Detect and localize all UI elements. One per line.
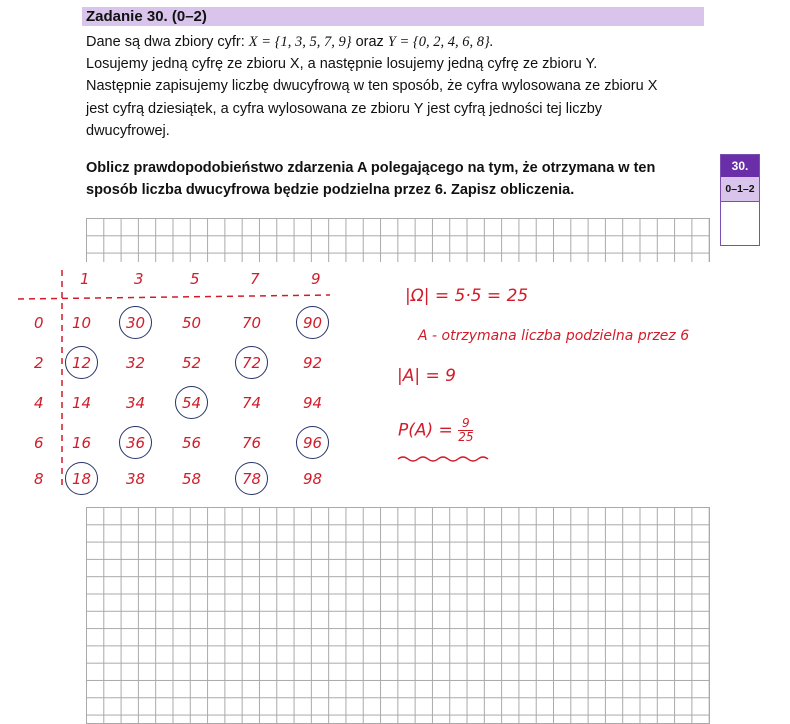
- table-cell: 50: [182, 314, 202, 332]
- table-cell: 52: [182, 354, 202, 372]
- event-count: |A| = 9: [397, 366, 456, 386]
- circled-number-ring: [235, 346, 268, 379]
- table-cell: 96: [303, 434, 323, 452]
- task-line-1-mid: oraz: [355, 34, 384, 50]
- table-cell: 38: [126, 470, 146, 488]
- table-cell: 18: [72, 470, 92, 488]
- task-line-3: Następnie zapisujemy liczbę dwucyfrową w ten sposób, że cyfra wylosowana ze zbioru X: [86, 78, 658, 95]
- table-lines: [0, 262, 790, 507]
- table-cell: 58: [182, 470, 202, 488]
- table-cell: 34: [126, 394, 146, 412]
- table-cell: 14: [72, 394, 92, 412]
- answer-grid-top: [86, 218, 710, 263]
- row-header: 4: [34, 394, 44, 412]
- task-header: [82, 7, 704, 26]
- omega-count: |Ω| = 5·5 = 25: [405, 286, 529, 306]
- task-title: Zadanie 30. (0–2): [86, 8, 207, 25]
- circled-number-ring: [296, 426, 329, 459]
- row-header: 0: [34, 314, 44, 332]
- table-cell: 90: [303, 314, 323, 332]
- table-cell: 10: [72, 314, 92, 332]
- table-cell: 74: [242, 394, 262, 412]
- table-cell: 70: [242, 314, 262, 332]
- probability-fraction: [458, 417, 473, 444]
- event-definition: A - otrzymana liczba podzielna przez 6: [418, 328, 690, 344]
- row-header: 8: [34, 470, 44, 488]
- task-line-1-pre: Dane są dwa zbiory cyfr:: [86, 34, 245, 50]
- circled-number-ring: [175, 386, 208, 419]
- circled-number-ring: [296, 306, 329, 339]
- table-cell: 94: [303, 394, 323, 412]
- row-header: 6: [34, 434, 44, 452]
- score-box: [720, 154, 760, 246]
- table-cell: 56: [182, 434, 202, 452]
- circled-number-ring: [119, 306, 152, 339]
- instruction-line-1: Oblicz prawdopodobieństwo zdarzenia A polegającego na tym, że otrzymana w ten: [86, 160, 656, 176]
- table-cell: 76: [242, 434, 262, 452]
- column-header: 9: [311, 270, 321, 288]
- score-number: 30.: [721, 155, 759, 177]
- table-cell: 92: [303, 354, 323, 372]
- column-header: 3: [134, 270, 144, 288]
- handwritten-solution: [0, 262, 790, 507]
- table-cell: 78: [242, 470, 262, 488]
- probability-denominator: 25: [458, 430, 474, 444]
- task-line-4: jest cyfrą dziesiątek, a cyfra wylosowana ze zbioru Y jest cyfrą jedności tej liczby: [86, 100, 603, 117]
- score-scale: 0–1–2: [721, 177, 759, 202]
- table-cell: 54: [182, 394, 202, 412]
- circled-number-ring: [65, 346, 98, 379]
- circled-number-ring: [65, 462, 98, 495]
- table-cell: 32: [126, 354, 146, 372]
- set-y: Y = {0, 2, 4, 6, 8}.: [387, 34, 494, 50]
- table-cell: 30: [126, 314, 146, 332]
- task-line-5: dwucyfrowej.: [86, 122, 170, 139]
- circled-number-ring: [235, 462, 268, 495]
- set-x: X = {1, 3, 5, 7, 9}: [248, 34, 352, 50]
- task-instruction: [86, 157, 706, 201]
- probability-numerator: 9: [458, 417, 473, 431]
- column-header: 7: [250, 270, 260, 288]
- task-line-1: [86, 31, 706, 53]
- table-cell: 98: [303, 470, 323, 488]
- task-line-2: Losujemy jedną cyfrę ze zbioru X, a następnie losujemy jedną cyfrę ze zbioru Y.: [86, 56, 598, 73]
- table-cell: 36: [126, 434, 146, 452]
- circled-number-ring: [119, 426, 152, 459]
- table-cell: 16: [72, 434, 92, 452]
- task-description: [86, 31, 706, 142]
- probability-label: P(A) =: [398, 420, 453, 441]
- instruction-line-2: sposób liczba dwucyfrowa będzie podzielna przez 6. Zapisz obliczenia.: [86, 182, 575, 198]
- table-cell: 12: [72, 354, 92, 372]
- probability-result: [398, 417, 473, 444]
- table-cell: 72: [242, 354, 262, 372]
- column-header: 1: [80, 270, 90, 288]
- row-header: 2: [34, 354, 44, 372]
- column-header: 5: [190, 270, 200, 288]
- answer-grid-bottom: [86, 507, 710, 724]
